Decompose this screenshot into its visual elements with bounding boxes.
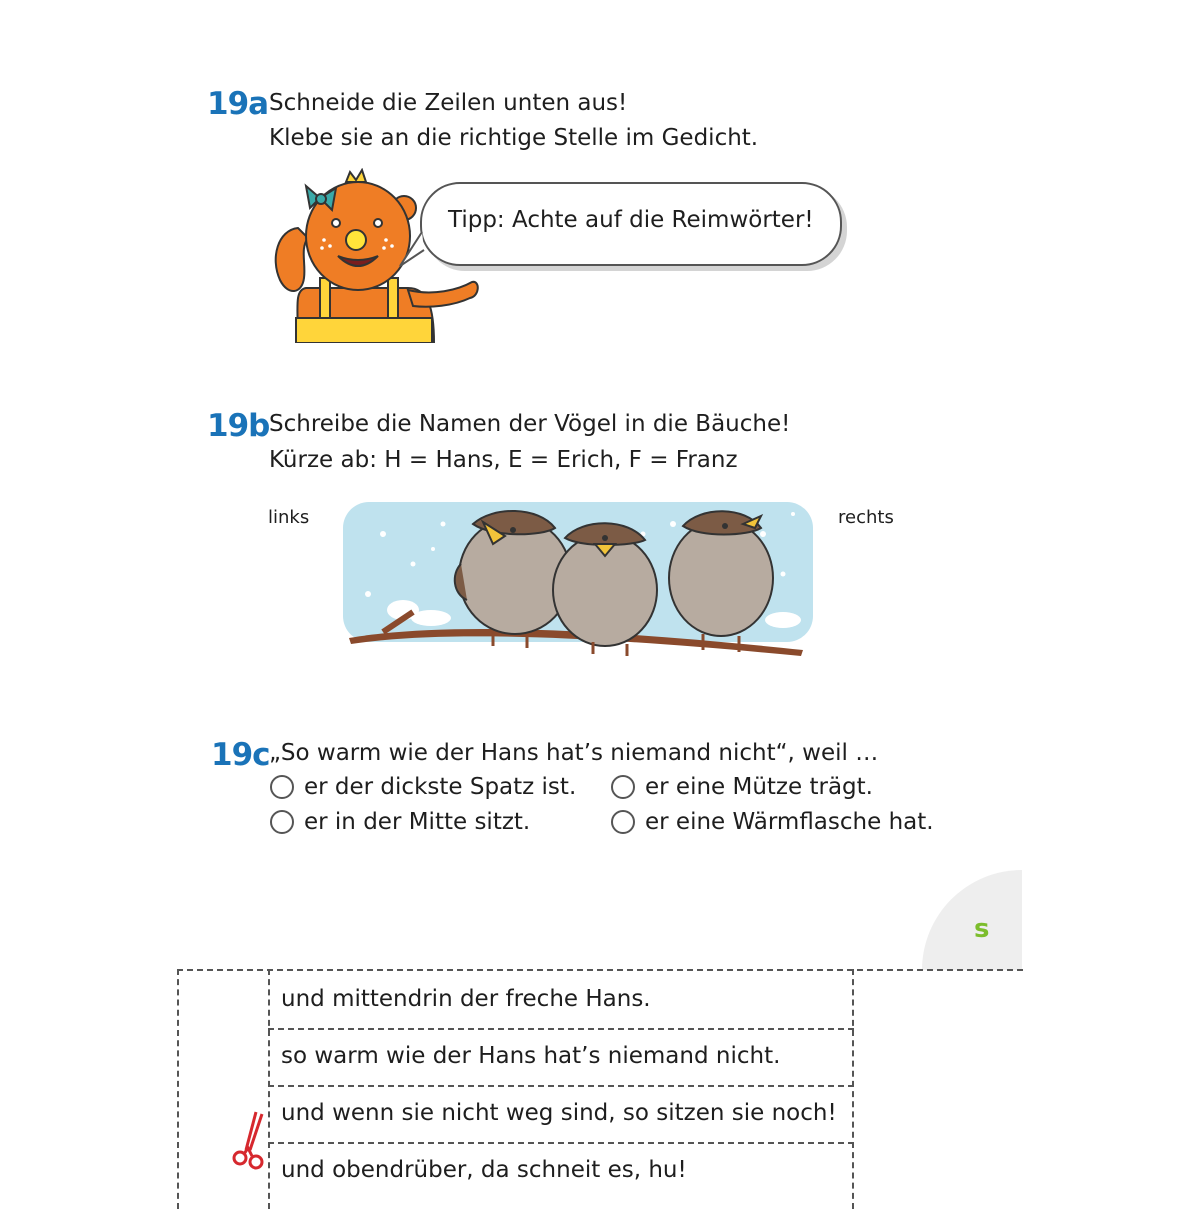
task-19a-instruction-1: Schneide die Zeilen unten aus!	[269, 90, 628, 116]
section-tab-letter: s	[974, 914, 990, 944]
task-number-19c: 19c	[211, 737, 270, 773]
option-4[interactable]	[611, 809, 934, 835]
radio-circle-icon[interactable]	[611, 810, 635, 834]
tip-text: Tipp: Achte auf die Reimwörter!	[448, 207, 814, 233]
cut-strip-4: und obendrüber, da schneit es, hu!	[281, 1157, 687, 1183]
option-1-label: er der dickste Spatz ist.	[304, 774, 577, 800]
cut-strip-1: und mittendrin der freche Hans.	[281, 986, 651, 1012]
task-number-19a: 19a	[207, 86, 269, 122]
task-19b-instruction-1: Schreibe die Namen der Vögel in die Bäuche!	[269, 411, 791, 437]
option-3-label: er in der Mitte sitzt.	[304, 809, 531, 835]
option-4-label: er eine Wärmflasche hat.	[645, 809, 934, 835]
option-3[interactable]	[270, 809, 530, 835]
task-19c-question: „So warm wie der Hans hat’s niemand nicht“, weil …	[269, 740, 879, 766]
sparrows-illustration	[343, 494, 813, 662]
scissors-icon	[228, 1110, 268, 1172]
option-1[interactable]	[270, 774, 576, 800]
speech-bubble-tail-icon	[398, 230, 428, 270]
cut-divider	[268, 1142, 854, 1144]
task-19b-instruction-2: Kürze ab: H = Hans, E = Erich, F = Franz	[269, 447, 738, 473]
task-19a-instruction-2: Klebe sie an die richtige Stelle im Gedicht.	[269, 125, 759, 151]
section-tab	[922, 870, 1022, 970]
radio-circle-icon[interactable]	[270, 810, 294, 834]
label-right: rechts	[838, 507, 894, 528]
task-number-19b: 19b	[207, 408, 270, 444]
option-2[interactable]	[611, 774, 873, 800]
cut-strip-3: und wenn sie nicht weg sind, so sitzen sie noch!	[281, 1100, 837, 1126]
radio-circle-icon[interactable]	[270, 775, 294, 799]
tip-speech-bubble	[420, 182, 842, 266]
cut-strip-2: so warm wie der Hans hat’s niemand nicht.	[281, 1043, 781, 1069]
option-2-label: er eine Mütze trägt.	[645, 774, 873, 800]
cut-divider	[268, 1085, 854, 1087]
cut-divider	[268, 1028, 854, 1030]
radio-circle-icon[interactable]	[611, 775, 635, 799]
label-left: links	[268, 507, 310, 528]
